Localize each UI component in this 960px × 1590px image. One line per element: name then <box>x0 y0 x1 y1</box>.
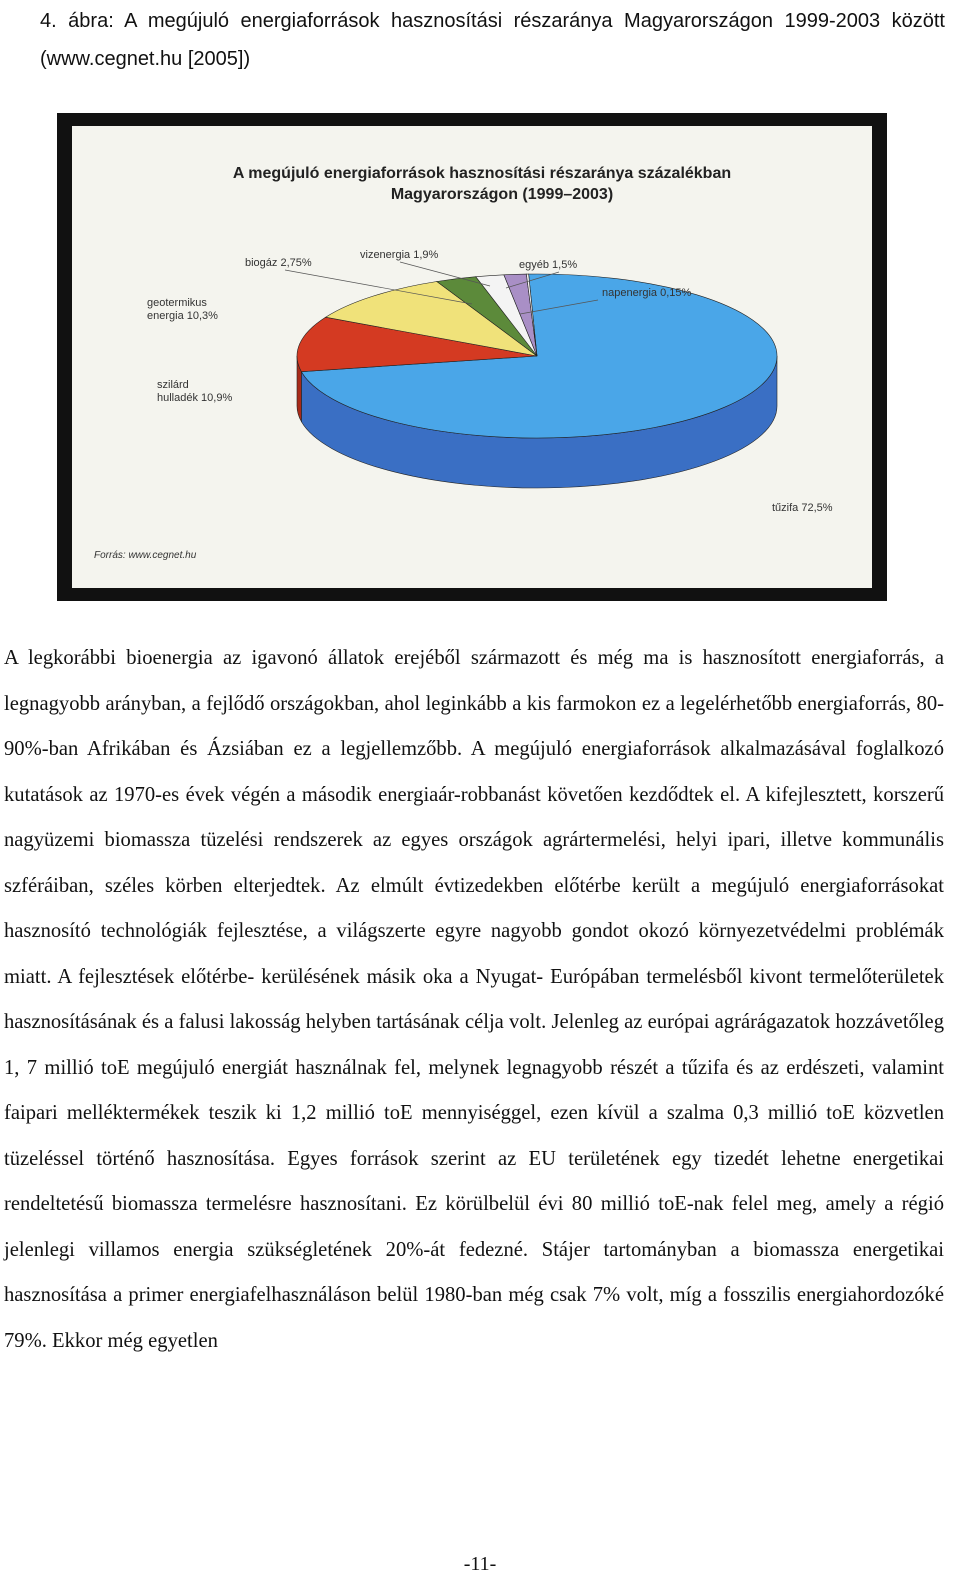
pie-slice-label: vizenergia 1,9% <box>360 249 439 261</box>
pie-slice-label: egyéb 1,5% <box>519 259 578 271</box>
figure-caption: 4. ábra: A megújuló energiaforrások hasznosítási részaránya Magyarországon 1999-2003 között (www.cegnet.hu [2005]) <box>40 10 945 70</box>
pie-slice-label: biogáz 2,75% <box>245 257 312 269</box>
page-number: -11- <box>463 1553 497 1575</box>
pie-slice-label: geotermikus energia 10,3% <box>147 297 218 322</box>
pie-slice-label: napenergia 0,15% <box>602 287 692 299</box>
pie-slice-label: szilárd hulladék 10,9% <box>157 379 233 404</box>
figure-image-frame <box>57 113 887 601</box>
pie-chart-area <box>72 126 872 588</box>
pie-chart <box>72 126 872 588</box>
pie-slice-label: tűzifa 72,5% <box>772 502 833 514</box>
pie-slices <box>297 274 777 438</box>
body-paragraph: A legkorábbi bioenergia az igavonó állatok erejéből származott és még ma is hasznosított energiaforrás, a legnagyobb arányban, a fejlődő országokban, ahol leginkább a kis farmokon ez a legelérhetőbb energiaforrás, 80-90%-ban Afrikában és Ázsiában ez a legjellemzőbb. A megújuló energiaforrások alkalmazásával foglalkozó kutatások az 1970-es évek végén a második energiaár-robbanást követően kezdődtek el. A kifejlesztett, korszerű nagyüzemi biomassza tüzelési rendszerek az egyes országok agrártermelési, helyi ipari, illetve kommunális szféráiban, széles körben elterjedtek. Az elmúlt évtizedekben előtérbe került a megújuló energiaforrásokat hasznosító technológiák fejlesztése, a világszerte egyre nagyobb gondot okozó környezetvédelmi problémák miatt. A fejlesztések előtérbe- kerülésének másik oka a Nyugat- Európában termelésből kivont termelőterületek hasznosításának és a falusi lakosság helyben tartásának célja volt. Jelenleg az európai agrárágazatok hozzávetőleg 1, 7 millió toE megújuló energiát használnak fel, melynek legnagyobb részét a tűzifa és az erdészeti, valamint faipari melléktermékek teszik ki 1,2 millió toE mennyiséggel, ezen kívül a szalma 0,3 millió toE közvetlen tüzeléssel történő hasznosítása. Egyes források szerint az EU területének egy tizedét lehetne energetikai rendeltetésű biomassza termelésre hasznosítani. Ez körülbelül évi 80 millió toE-nak felel meg, amely a régió jelenlegi villamos energia szükségletének 20%-át fedezné. Stájer tartományban a biomassza energetikai hasznosítása a primer energiafelhasználáson belül 1980-ban még csak 7% volt, míg a fosszilis energiahordozóké 79%. Ekkor még egyetlen <box>4 647 944 1352</box>
chart-subtitle: Magyarországon (1999–2003) <box>390 186 614 203</box>
chart-source: Forrás: www.cegnet.hu <box>94 550 197 561</box>
chart-title: A megújuló energiaforrások hasznosítási részaránya százalékban <box>232 165 732 182</box>
